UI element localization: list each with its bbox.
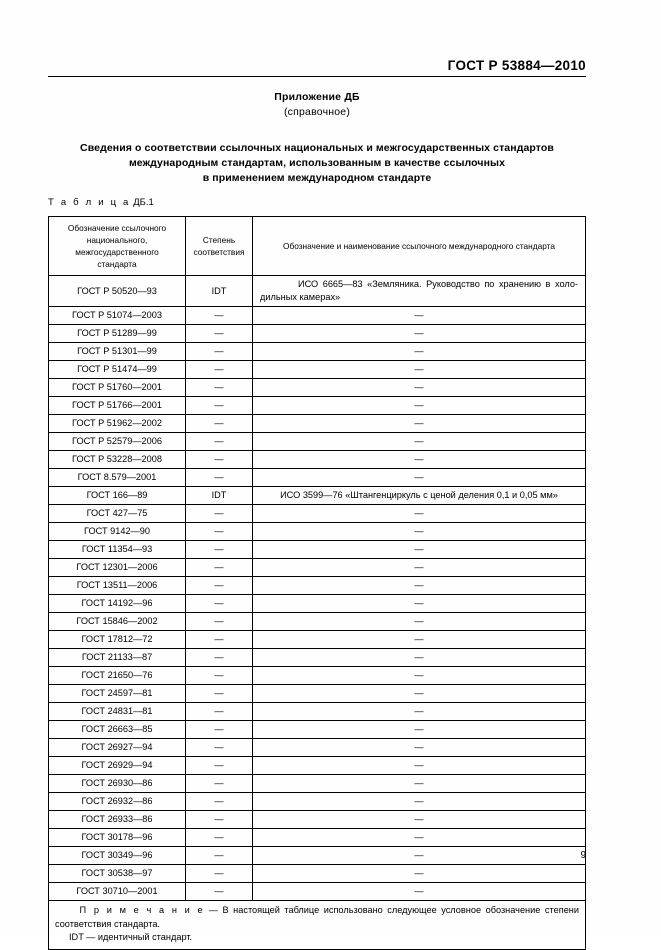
cell-degree: — [186,757,253,775]
cell-degree: — [186,307,253,325]
cell-designation: ГОСТ 24597—81 [49,685,186,703]
cell-international: — [253,361,586,379]
cell-designation: ГОСТ 17812—72 [49,631,186,649]
table-row [49,757,586,775]
cell-international: — [253,469,586,487]
cell-designation: ГОСТ 14192—96 [49,595,186,613]
cell-degree: — [186,685,253,703]
cell-degree: — [186,397,253,415]
table-row [49,415,586,433]
cell-international: — [253,577,586,595]
cell-designation: ГОСТ 8.579—2001 [49,469,186,487]
cell-international: — [253,595,586,613]
cell-degree: — [186,451,253,469]
table-row [49,276,586,307]
cell-degree: — [186,793,253,811]
document-code: ГОСТ Р 53884—2010 [447,58,586,73]
table-row [49,649,586,667]
table-note-text [55,904,579,931]
cell-degree: — [186,577,253,595]
table-note-lead: П р и м е ч а н и е [55,905,205,915]
table-row [49,559,586,577]
cell-degree: IDT [186,487,253,505]
annex-subtitle: (справочное) [283,106,351,118]
page-title-line-2: международным стандартам, использованным в качестве ссылочных [128,157,506,169]
cell-designation: ГОСТ 427—75 [49,505,186,523]
table-note [49,901,586,950]
cell-designation: ГОСТ 21650—76 [49,667,186,685]
cell-international: — [253,739,586,757]
table-caption-number: ДБ.1 [133,197,154,208]
cell-designation: ГОСТ 26927—94 [49,739,186,757]
table-row [49,865,586,883]
cell-designation: ГОСТ 21133—87 [49,649,186,667]
table-row [49,469,586,487]
cell-degree: — [186,775,253,793]
cell-degree: — [186,829,253,847]
cell-international: — [253,343,586,361]
table-row [49,793,586,811]
column-header-designation-line-2: национального, [86,235,148,245]
page-title [48,141,586,186]
page-title-line-1: Сведения о соответствии ссылочных национальных и межгосударственных стандартов [80,142,554,154]
table-note-row [49,901,586,950]
cell-designation: ГОСТ 13511—2006 [49,577,186,595]
cell-designation: ГОСТ Р 51074—2003 [49,307,186,325]
cell-degree: — [186,667,253,685]
cell-international: ИСО 3599—76 «Штангенциркуль с ценой деления 0,1 и 0,05 мм» [253,487,586,505]
cell-designation: ГОСТ 9142—90 [49,523,186,541]
cell-international: — [253,325,586,343]
cell-degree: — [186,721,253,739]
cell-degree: — [186,649,253,667]
cell-international: — [253,865,586,883]
cell-degree: — [186,883,253,901]
cell-designation: ГОСТ 30349—96 [49,847,186,865]
table-row [49,361,586,379]
table-row [49,523,586,541]
cell-designation: ГОСТ 30538—97 [49,865,186,883]
table-row [49,577,586,595]
table-row [49,487,586,505]
cell-designation: ГОСТ 26932—86 [49,793,186,811]
table-row [49,829,586,847]
table-row [49,379,586,397]
cell-international: — [253,811,586,829]
table-row [49,739,586,757]
cell-designation: ГОСТ Р 51474—99 [49,361,186,379]
cell-degree: — [186,343,253,361]
cell-designation: ГОСТ Р 51962—2002 [49,415,186,433]
column-header-designation-line-4: стандарта [97,259,137,269]
cell-degree: — [186,613,253,631]
cell-designation: ГОСТ 26929—94 [49,757,186,775]
cell-degree: IDT [186,276,253,307]
cell-international: — [253,451,586,469]
cell-degree: — [186,505,253,523]
cell-degree: — [186,541,253,559]
cell-designation: ГОСТ Р 51766—2001 [49,397,186,415]
column-header-degree-line-2: соответствия [193,247,245,257]
column-header-designation-line-3: межгосударственного [75,247,159,257]
table-caption-label: Т а б л и ц а [48,197,131,208]
cell-designation: ГОСТ 12301—2006 [49,559,186,577]
cell-designation: ГОСТ 30710—2001 [49,883,186,901]
cell-degree: — [186,415,253,433]
cell-international: — [253,721,586,739]
table-row [49,703,586,721]
cell-designation: ГОСТ Р 51760—2001 [49,379,186,397]
cell-international: — [253,847,586,865]
table-row [49,775,586,793]
cell-degree: — [186,523,253,541]
cell-international: — [253,379,586,397]
cell-international: — [253,685,586,703]
cell-international: — [253,793,586,811]
table-row [49,397,586,415]
header-divider [48,76,586,77]
table-row [49,631,586,649]
cell-designation: ГОСТ 26930—86 [49,775,186,793]
cell-designation: ГОСТ Р 53228—2008 [49,451,186,469]
cell-degree: — [186,379,253,397]
cell-international-line-2: дильных камерах» [260,292,341,302]
cell-designation: ГОСТ Р 51301—99 [49,343,186,361]
cell-international: — [253,433,586,451]
cell-international: — [253,523,586,541]
table-row [49,811,586,829]
table-row [49,433,586,451]
standards-table [48,216,586,950]
cell-international: — [253,397,586,415]
cell-international: — [253,415,586,433]
table-row [49,451,586,469]
cell-designation: ГОСТ 15846—2002 [49,613,186,631]
cell-designation: ГОСТ Р 51289—99 [49,325,186,343]
table-row [49,883,586,901]
cell-international: — [253,541,586,559]
cell-degree: — [186,595,253,613]
cell-degree: — [186,559,253,577]
page-number: 9 [580,850,586,861]
cell-designation: ГОСТ 26933—86 [49,811,186,829]
table-row [49,343,586,361]
table-header [49,217,586,276]
cell-designation: ГОСТ Р 50520—93 [49,276,186,307]
annex-title: Приложение ДБ [274,91,360,103]
cell-international: — [253,613,586,631]
cell-degree: — [186,361,253,379]
column-header-designation-line-1: Обозначение ссылочного [67,223,167,233]
cell-international: — [253,883,586,901]
cell-international: — [253,775,586,793]
cell-designation: ГОСТ 30178—96 [49,829,186,847]
table-body [49,276,586,950]
column-header-degree-line-1: Степень [202,235,236,245]
cell-designation: ГОСТ 24831—81 [49,703,186,721]
cell-international: — [253,307,586,325]
page-title-line-3: в применением международном стандарте [202,172,432,184]
table-row [49,613,586,631]
table-row [49,505,586,523]
cell-international: — [253,757,586,775]
cell-degree: — [186,325,253,343]
cell-designation: ГОСТ Р 52579—2006 [49,433,186,451]
cell-international: — [253,559,586,577]
table-caption [48,197,154,208]
cell-degree: — [186,739,253,757]
table-row [49,721,586,739]
table-row [49,595,586,613]
cell-degree: — [186,469,253,487]
cell-international: — [253,649,586,667]
cell-designation: ГОСТ 11354—93 [49,541,186,559]
cell-degree: — [186,703,253,721]
table-row [49,667,586,685]
column-header-international: Обозначение и наименование ссылочного международного стандарта [253,217,586,276]
cell-international-line-1: ИСО 6665—83 «Земляника. Руководство по хранению в холо- [298,279,578,289]
cell-degree: — [186,847,253,865]
standards-table-wrapper [48,216,585,950]
cell-international: — [253,505,586,523]
table-row [49,325,586,343]
table-note-body: — В настоящей таблице использовано следующее условное обозначение степени соответствия стандарта. [55,905,580,929]
column-header-degree [186,217,253,276]
cell-degree: — [186,865,253,883]
column-header-designation [49,217,186,276]
cell-international: — [253,703,586,721]
cell-designation: ГОСТ 166—89 [49,487,186,505]
cell-degree: — [186,631,253,649]
table-row [49,307,586,325]
table-row [49,685,586,703]
cell-degree: — [186,811,253,829]
table-row [49,541,586,559]
cell-degree: — [186,433,253,451]
cell-international [253,276,586,307]
table-note-second-line: IDT — идентичный стандарт. [69,932,193,942]
table-header-row [49,217,586,276]
cell-international: — [253,829,586,847]
cell-international: — [253,631,586,649]
cell-designation: ГОСТ 26663—85 [49,721,186,739]
cell-international: — [253,667,586,685]
